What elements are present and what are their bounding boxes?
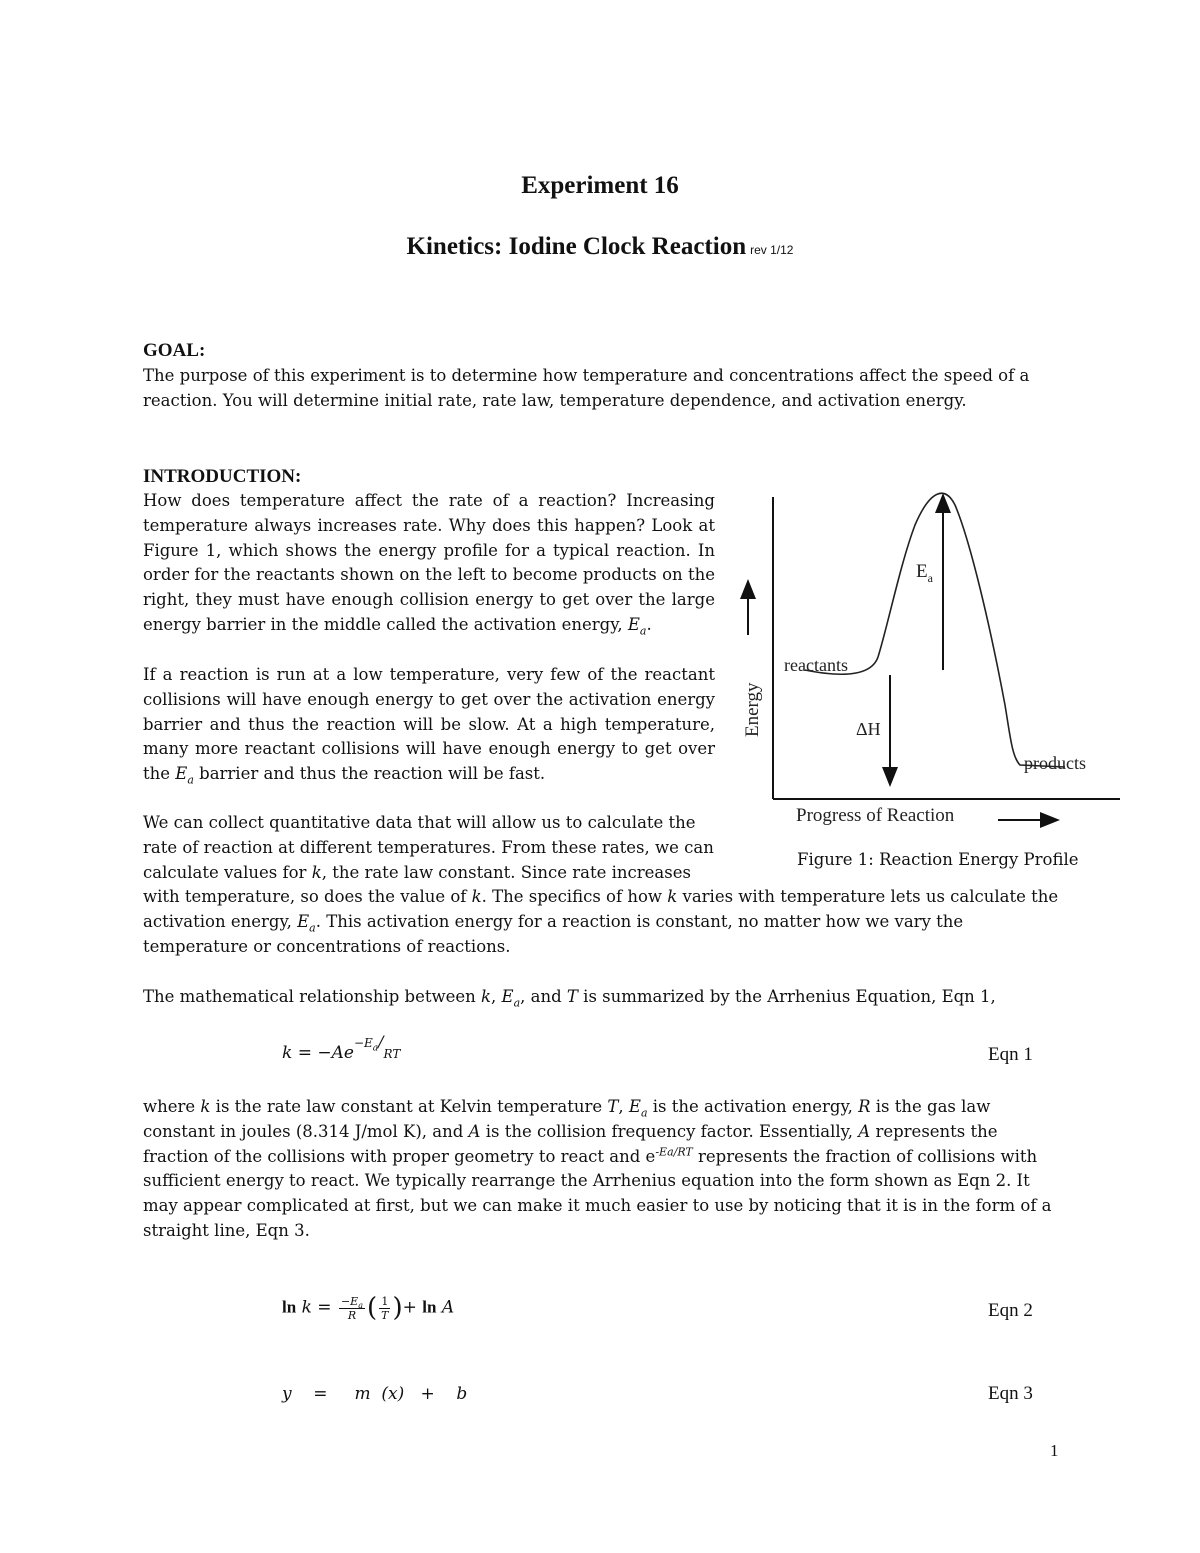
equation-3-label: Eqn 3 (988, 1383, 1033, 1404)
equation-3: y = m (x) + b (282, 1384, 468, 1404)
x-axis-label: Progress of Reaction (796, 805, 955, 826)
reaction-energy-profile-figure (730, 485, 1130, 845)
y-axis-label: Energy (742, 682, 763, 737)
energy-profile-diagram (730, 485, 1130, 845)
intro-paragraph-2: If a reaction is run at a low temperature, very few of the reactant collisions will have enough energy to get over the activation energy barrier and thus the reaction will be slow. At a high temperature, many more reactant collisions will have enough energy to get over the $E_a$ barrier and thus the reaction will be fast. (143, 665, 715, 787)
one-over-t-fraction: $\frac{1}{T}$ (381, 1294, 389, 1322)
experiment-title: Experiment 16 (521, 172, 679, 199)
intro-paragraph-1: How does temperature affect the rate of a reaction? Increasing temperature always increases rate. Why does this happen? Look at Figure 1, which shows the energy profile for a typical reaction. In order for the reactants shown on the left to become products on the right, they must have enough collision energy to get over the large energy barrier in the middle called the activation energy, $E_a$. (143, 491, 715, 638)
intro-paragraph-3: We can collect quantitative data that will allow us to calculate the rate of reaction at different temperatures. From these rates, we can calculate values for k, the rate law constant. Since rate increases with temperature, so does the value of k. The specifics of how k varies with temperature lets us calculate the activation energy, $E_a$. This activation energy for a reaction is constant, no matter how we vary the temperature or concentrations of reactions. (143, 811, 1063, 960)
ea-label: $E_a$ (916, 561, 933, 585)
experiment-subtitle (0, 233, 1200, 261)
equation-2: ln k = $\frac{-E_a}{R}$ ( $\frac{1}{T}$ )+ ln A (282, 1293, 455, 1323)
intro-heading: INTRODUCTION: (143, 466, 302, 487)
energy-curve (805, 493, 1065, 767)
ea-over-r-fraction: $\frac{-E_a}{R}$ (340, 1294, 363, 1322)
subtitle-text: Kinetics: Iodine Clock Reaction (406, 233, 747, 260)
intro-paragraph-5: where k is the rate law constant at Kelvin temperature T, $E_a$ is the activation energy, R is the gas law constant in joules (8.314 J/mol K), and A is the collision frequency factor. Essentially, A represents the fraction of the collisions with proper geometry to react and $e^{-Ea/RT}$ represents the fraction of collisions with sufficient energy to react. We typically rearrange the Arrhenius equation into the form shown as Eqn 2. It may appear complicated at first, but we can make it much easier to use by noticing that it is in the form of a straight line, Eqn 3. (143, 1097, 1052, 1240)
equation-1-label: Eqn 1 (988, 1044, 1033, 1065)
products-label: products (1024, 753, 1086, 773)
dh-label: ΔH (856, 719, 881, 739)
equation-2-label: Eqn 2 (988, 1300, 1033, 1321)
revision-note: rev 1/12 (750, 243, 794, 257)
reactants-label: reactants (784, 655, 848, 675)
equation-1: $k = -Ae^{-E_a/}RT$ (282, 1032, 401, 1063)
goal-heading: GOAL: (143, 340, 206, 361)
figure-caption: Figure 1: Reaction Energy Profile (797, 850, 1079, 869)
intro-paragraph-4: The mathematical relationship between k, $E_a$, and T is summarized by the Arrhenius Equation, Eqn 1, (143, 987, 996, 1010)
goal-text: The purpose of this experiment is to determine how temperature and concentrations affect the speed of a reaction. You will determine initial rate, rate law, temperature dependence, and activation energy. (143, 366, 1030, 410)
page-number: 1 (1050, 1441, 1059, 1460)
